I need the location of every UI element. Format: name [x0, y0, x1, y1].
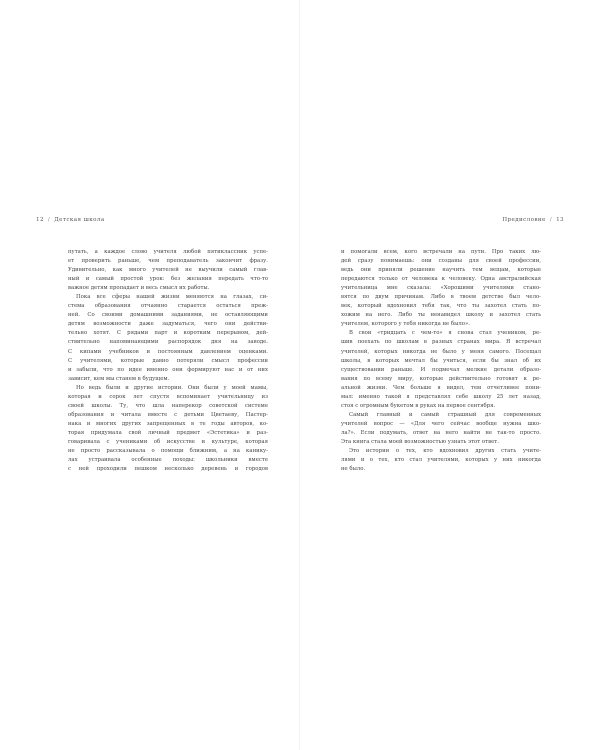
text-line: передаются только от человека к человеку. Одна австралийская [341, 276, 541, 283]
text-line: тельно хотят. С рядами парт и коротким перерывом, дей- [68, 330, 268, 337]
text-line: С кипами учебников и постоянным давлением оценками. [68, 348, 268, 355]
text-line: Это истории о тех, кто вдохновил других стать учите- [349, 448, 541, 455]
text-line: школы, в которых мечтал бы учиться, если бы знал об их [341, 357, 541, 364]
text-line: стема образования отчаянно старается остаться преж- [68, 303, 268, 310]
text-line: шив поехать по школам в разных странах мира. Я встречал [341, 339, 541, 346]
text-line: Пока все сферы нашей жизни меняются на глазах, си- [76, 294, 268, 301]
text-line: учительница мне сказала: «Хорошими учителями стано- [341, 285, 541, 292]
text-line: образования и читала вместе с детьми Цветаеву, Пастер- [68, 411, 268, 418]
text-line: мал: именно такой я представлял себе школу 25 лет назад, [341, 393, 541, 400]
text-line: Самый главный и самый страшный для современных [349, 411, 541, 418]
text-line: стоя с огромным букетом в руках на первое сентября. [341, 402, 496, 409]
text-line: учителем, которого у тебя никогда не было». [341, 321, 470, 328]
text-line: говаривала с учениками об искусстве и культуре, которая [68, 438, 268, 445]
text-line: детям возможности даже задуматься, чего они действи- [68, 321, 268, 328]
text-line: Но ведь были и другие истории. Они были у моей мамы, [76, 384, 268, 391]
text-line: важное детям пропадает и весь смысл их работы. [68, 285, 210, 292]
text-line: век, который вдохновил тебя так, что ты захотел стать по- [341, 303, 541, 310]
running-head-separator: / [47, 217, 51, 223]
text-line: Удивительно, как много учителей не выучили самый глав- [68, 267, 268, 274]
text-line: ведь они приняли решение научить тем вещам, которые [341, 267, 541, 274]
text-line: не было. [341, 466, 366, 473]
text-line: лями и о тех, кто стал учителями, которых у них никогда [341, 457, 541, 464]
left-section-title: Детская школа [54, 217, 105, 223]
text-line: и забыли, что по идее именно они формируют нас и от них [68, 366, 268, 373]
text-line: ствительно напоминающими распорядок дня на заводе. [68, 339, 268, 346]
text-line: ней. Со своими домашними заданиями, не оставляющими [68, 312, 268, 319]
right-running-head [502, 217, 564, 223]
right-page-number: 13 [556, 217, 564, 223]
text-line: зависит, кем мы станем в будущем. [68, 375, 170, 382]
text-line: учителей вопрос — «Для чего сейчас вообще нужна шко- [341, 420, 541, 427]
right-page [300, 0, 600, 750]
right-section-title: Предисловие [502, 217, 546, 223]
text-line: не просто рассказывала о помощи ближним, а на канику- [68, 448, 268, 455]
text-line: ет проверить раньше, чем преподаватель закончит фразу. [68, 258, 268, 265]
left-page-number: 12 [36, 217, 44, 223]
text-line: существовании раньше. И подмечал мелкие детали образо- [341, 366, 541, 373]
text-line: нака и многих других запрещенных в те годы авторов, ко- [68, 420, 268, 427]
text-line: В свои «тридцать с чем-то» я снова стал учеником, ре- [349, 330, 541, 337]
text-line: ный и самый простой урок: без желания передать что-то [68, 276, 268, 283]
left-body-text [68, 248, 268, 474]
text-line: хожим на него. Либо ты ненавидел школу и захотел стать [341, 312, 541, 319]
text-line: Эта книга стала моей возможностью узнать этот ответ. [341, 438, 499, 445]
text-line: дей сразу понимаешь: они созданы для своей профессии, [341, 258, 541, 265]
text-line: торая придумала свой личный предмет «Эстетика» и раз- [68, 429, 268, 436]
text-line: и помогали всем, кого встречали на пути. Про таких лю- [341, 249, 541, 255]
left-running-head [36, 217, 105, 223]
text-line: своей школы. Ту, что шла наперекор советской системе [68, 402, 268, 409]
text-line: которая и сорок лет спустя вспоминает учительницу из [68, 393, 268, 400]
text-line: С учителями, которые давно потеряли смысл профессии [68, 357, 268, 364]
text-line: лах устраивала особенные походы: школьники вместе [68, 457, 268, 464]
text-line: альной жизни. Чем больше я видел, тем отчетливее пони- [341, 384, 541, 391]
text-line: путать, а каждое слово учителя любой пятиклассник успе- [68, 249, 268, 255]
text-line: вания по всему миру, которые действительно готовят к ре- [341, 375, 541, 382]
text-line: с ней проходили пешком несколько деревень и городов [68, 466, 268, 473]
text-line: ла?». Если подумать, ответ на него найти не так-то просто. [341, 429, 541, 436]
running-head-separator: / [549, 217, 553, 223]
text-line: учителей, которых никогда не было у меня самого. Посещал [341, 348, 541, 355]
text-line: вятся по двум причинам. Либо в твоем детстве был чело- [341, 294, 541, 301]
right-body-text [341, 248, 541, 474]
